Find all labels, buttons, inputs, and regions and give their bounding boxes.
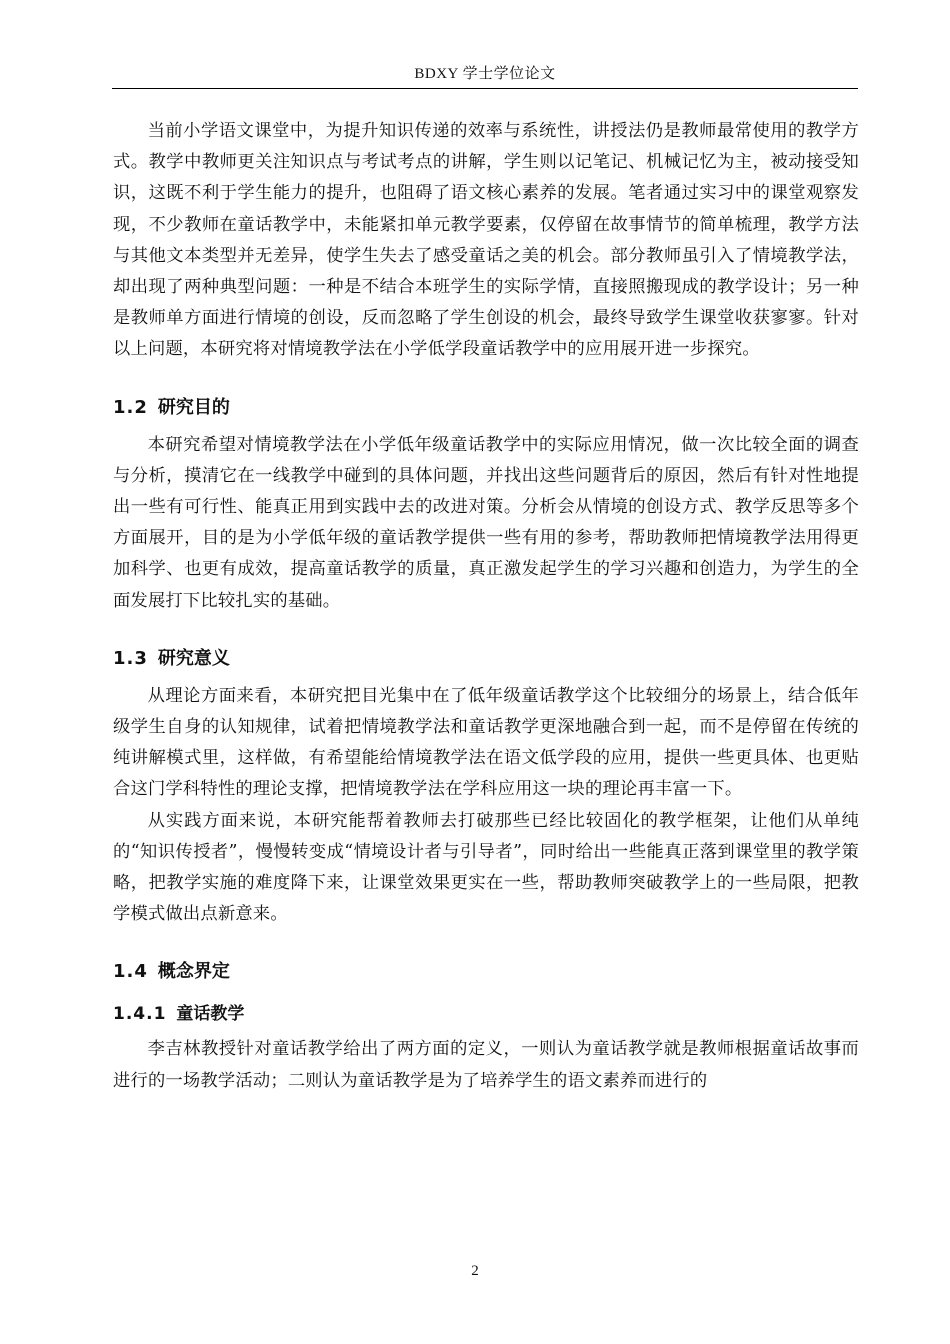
- subsection-number: 1.4.1: [113, 1004, 167, 1025]
- page-body: [113, 116, 859, 1097]
- header-title: BDXY 学士学位论文: [414, 66, 556, 82]
- subsection-title: 童话教学: [176, 1004, 245, 1025]
- intro-paragraph: 当前小学语文课堂中，为提升知识传递的效率与系统性，讲授法仍是教师最常使用的教学方式。教学中教师更关注知识点与考试考点的讲解，学生则以记笔记、机械记忆为主，被动接受知识，这既不利于学生能力的提升，也阻碍了语文核心素养的发展。笔者通过实习中的课堂观察发现，不少教师在童话教学中，未能紧扣单元教学要素，仅停留在故事情节的简单梳理，教学方法与其他文本类型并无差异，使学生失去了感受童话之美的机会。部分教师虽引入了情境教学法，却出现了两种典型问题：一种是不结合本班学生的实际学情，直接照搬现成的教学设计；另一种是教师单方面进行情境的创设，反而忽略了学生创设的机会，最终导致学生课堂收获寥寥。针对以上问题，本研究将对情境教学法在小学低学段童话教学中的应用展开进一步探究。: [113, 121, 859, 360]
- research-purpose-paragraph: 本研究希望对情境教学法在小学低年级童话教学中的实际应用情况，做一次比较全面的调查与分析，摸清它在一线教学中碰到的具体问题，并找出这些问题背后的原因，然后有针对性地提出一些有可行性、能真正用到实践中去的改进对策。分析会从情境的创设方式、教学反思等多个方面展开，目的是为小学低年级的童话教学提供一些有用的参考，帮助教师把情境教学法用得更加科学、也更有成效，提高童话教学的质量，真正激发起学生的学习兴趣和创造力，为学生的全面发展打下比较扎实的基础。: [113, 434, 859, 611]
- section-number: 1.2: [113, 396, 148, 418]
- section-title: 研究目的: [157, 396, 230, 418]
- section-heading-research-significance: [113, 645, 859, 673]
- fairy-tale-teaching-paragraph: 李吉林教授针对童话教学给出了两方面的定义，一则认为童话教学就是教师根据童话故事而进行的一场教学活动；二则认为童话教学是为了培养学生的语文素养而进行的: [113, 1039, 859, 1091]
- section-number: 1.4: [113, 961, 148, 983]
- subsection-heading-fairy-tale-teaching: [113, 1000, 859, 1028]
- page-number: 2: [471, 1263, 479, 1279]
- section-heading-research-purpose: [113, 394, 859, 422]
- practice-significance-paragraph: 从实践方面来说，本研究能帮着教师去打破那些已经比较固化的教学框架，让他们从单纯的“知识传授者”，慢慢转变成“情境设计者与引导者”，同时给出一些能真正落到课堂里的教学策略，把教学实施的难度降下来，让课堂效果更实在一些，帮助教师突破教学上的一些局限，把教学模式做出点新意来。: [113, 810, 859, 925]
- section-heading-concept-definition: [113, 958, 859, 986]
- theory-significance-paragraph: 从理论方面来看，本研究把目光集中在了低年级童话教学这个比较细分的场景上，结合低年级学生自身的认知规律，试着把情境教学法和童话教学更深地融合到一起，而不是停留在传统的纯讲解模式里，这样做，有希望能给情境教学法在语文低学段的应用，提供一些更具体、也更贴合这门学科特性的理论支撑，把情境教学法在学科应用这一块的理论再丰富一下。: [113, 685, 859, 800]
- section-title: 研究意义: [157, 647, 230, 669]
- section-number: 1.3: [113, 647, 148, 669]
- page-header: [112, 62, 858, 89]
- section-title: 概念界定: [157, 961, 230, 983]
